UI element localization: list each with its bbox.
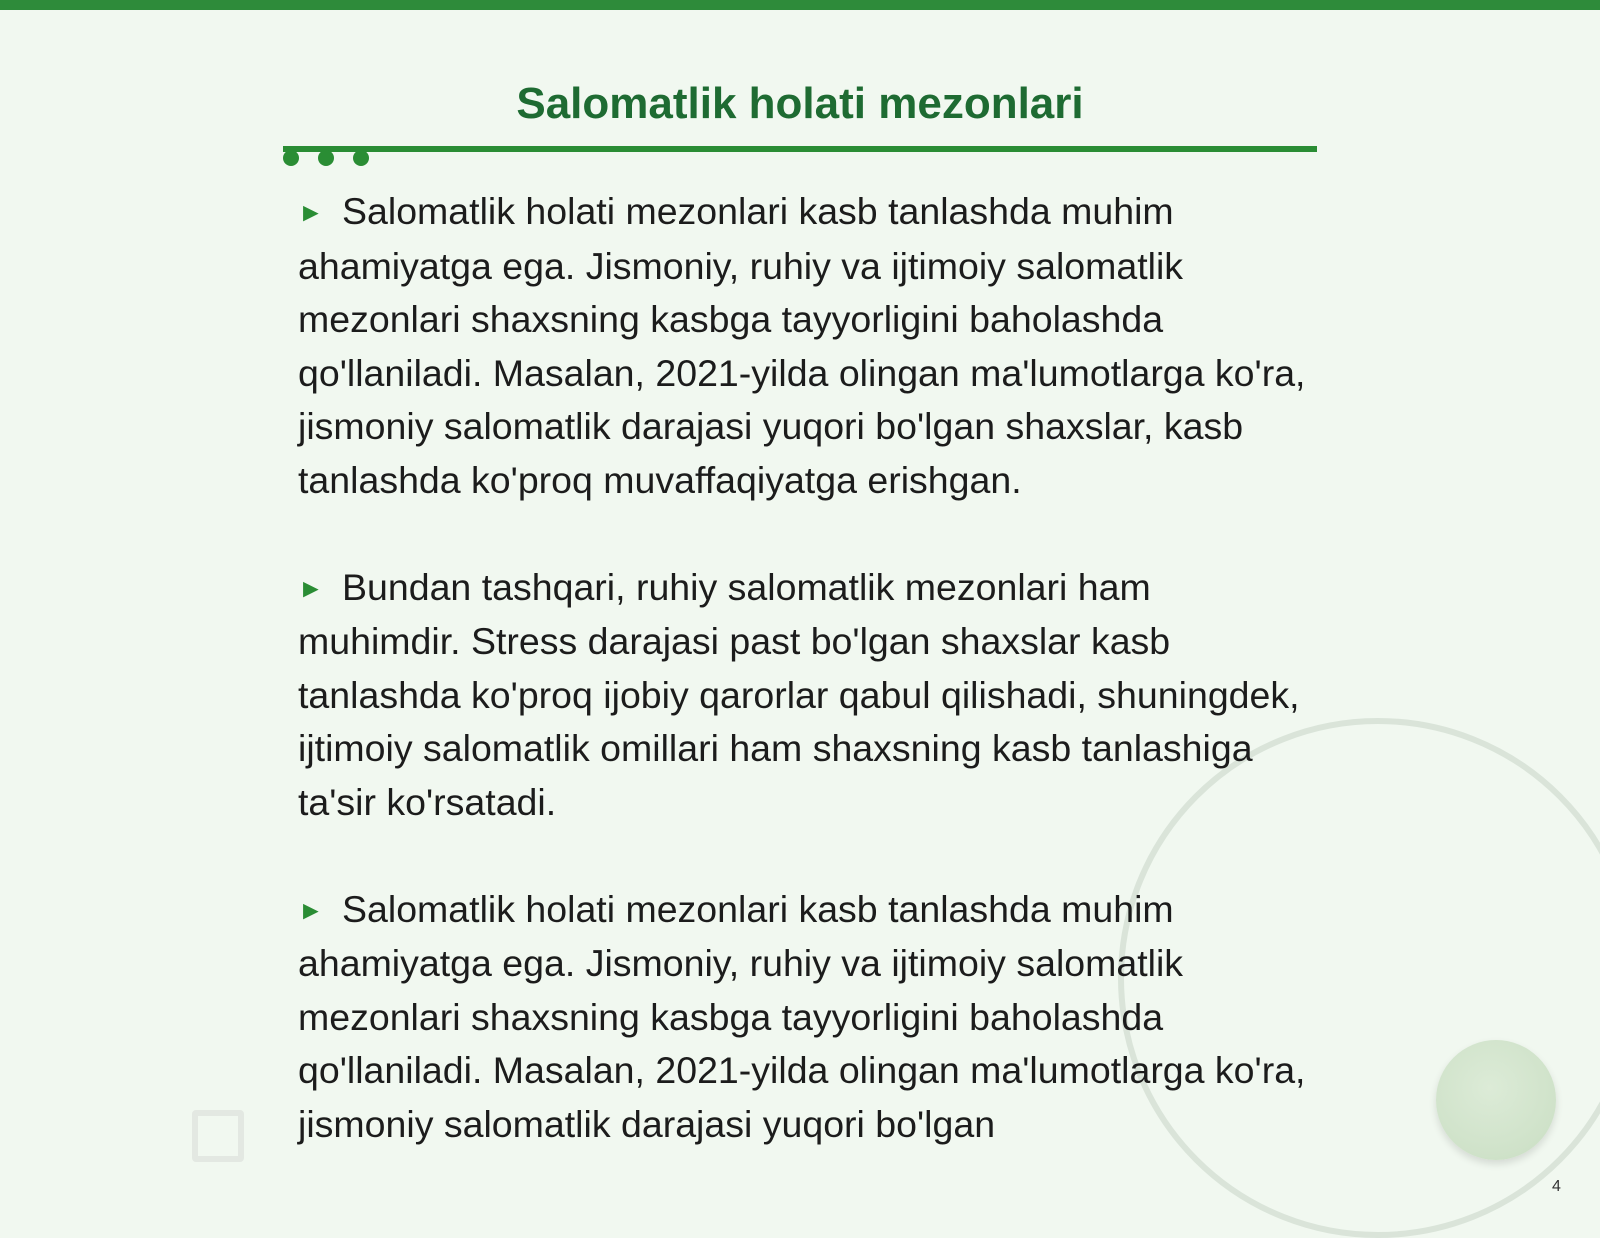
slide-title: Salomatlik holati mezonlari	[516, 79, 1084, 128]
bullet-paragraph	[298, 561, 1308, 830]
bullet-arrow-icon: ►	[298, 894, 324, 925]
slide-body	[298, 185, 1308, 1205]
bullet-arrow-icon: ►	[298, 197, 324, 227]
page-number: 4	[1552, 1178, 1561, 1195]
decorative-square	[192, 1110, 244, 1162]
decorative-circle	[1436, 1040, 1556, 1160]
underline-dot	[318, 150, 334, 166]
underline-dot	[283, 150, 299, 166]
top-accent-bar	[0, 0, 1600, 10]
paragraph-text: Salomatlik holati mezonlari kasb tanlashda muhim ahamiyatga ega. Jismoniy, ruhiy va ijtimoiy salomatlik mezonlari shaxsning kasbga tayyorligini baholashda qo'llaniladi. Masalan, 2021-yilda olingan ma'lumotlarga ko'ra, jismoniy salomatlik darajasi yuqori bo'lgan	[298, 887, 1306, 1145]
bullet-arrow-icon: ►	[298, 572, 324, 603]
bullet-paragraph	[298, 883, 1308, 1152]
title-underline	[283, 146, 1317, 152]
underline-dot	[353, 150, 369, 166]
paragraph-text: Bundan tashqari, ruhiy salomatlik mezonlari ham muhimdir. Stress darajasi past bo'lgan shaxslar kasb tanlashda ko'proq ijobiy qarorlar qabul qilishadi, shuningdek, ijtimoiy salomatlik omillari ham shaxsning kasb tanlashiga ta'sir ko'rsatadi.	[298, 565, 1300, 823]
bullet-paragraph	[298, 185, 1308, 507]
paragraph-text: Salomatlik holati mezonlari kasb tanlashda muhim ahamiyatga ega. Jismoniy, ruhiy va ijtimoiy salomatlik mezonlari shaxsning kasbga tayyorligini baholashda qo'llaniladi. Masalan, 2021-yilda olingan ma'lumotlarga ko'ra, jismoniy salomatlik darajasi yuqori bo'lgan shaxslar, kasb tanlashda ko'proq muvaffaqiyatga erishgan.	[298, 190, 1306, 501]
